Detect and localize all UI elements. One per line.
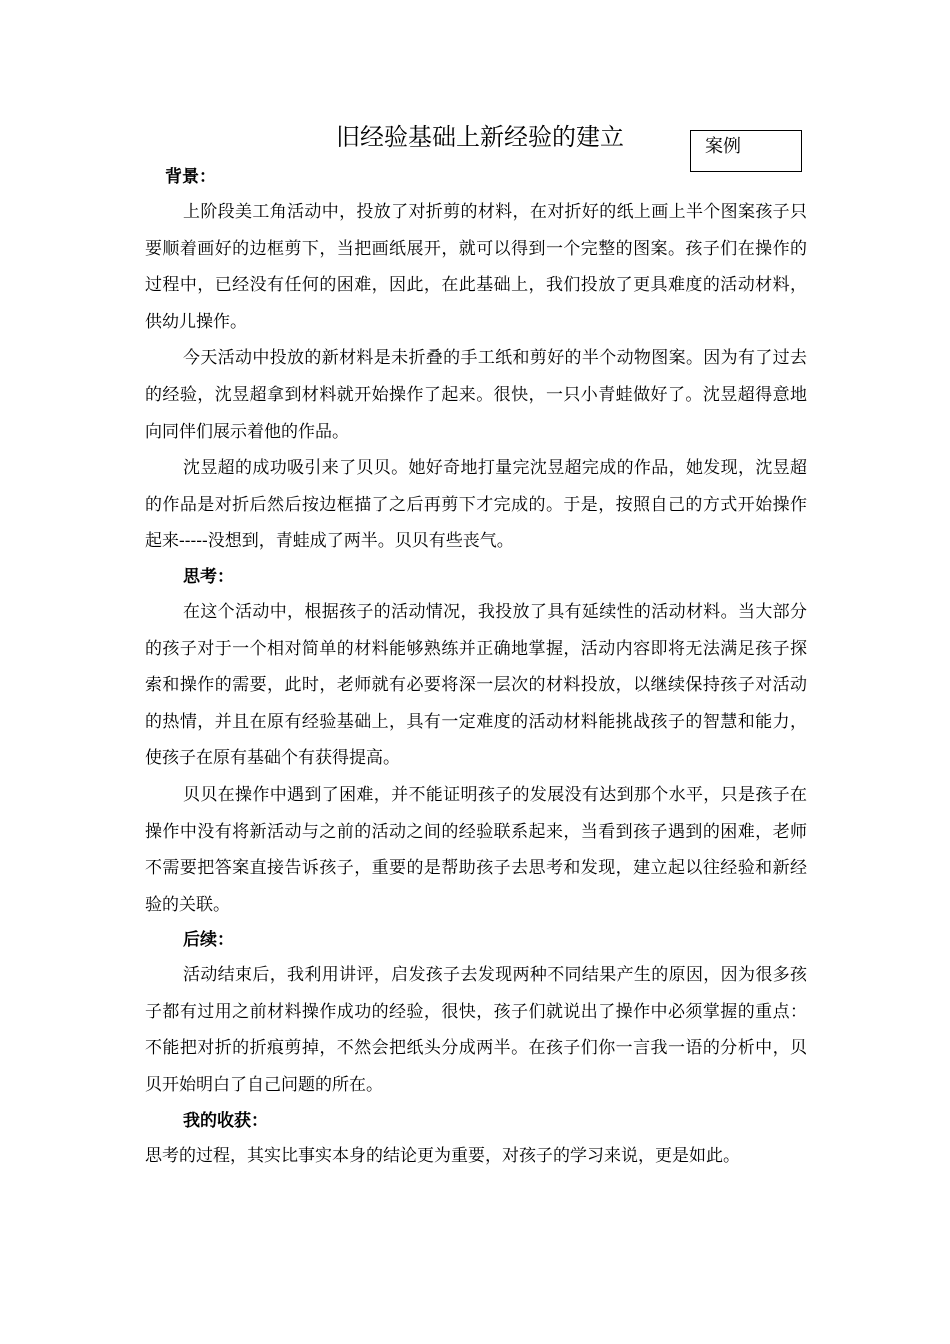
case-label-box: 案例 (690, 130, 802, 172)
section-heading-followup: 后续： (183, 930, 234, 951)
paragraph: 沈昱超的成功吸引来了贝贝。她好奇地打量完沈昱超完成的作品，她发现，沈昱超的作品是对折后然后按边框描了之后再剪下才完成的。于是，按照自己的方式开始操作起来-----没想到，青蛙成了两半。贝贝有些丧气。 (145, 458, 807, 552)
section-heading-gains: 我的收获： (183, 1110, 268, 1131)
document-body (145, 160, 807, 1174)
paragraph: 上阶段美工角活动中，投放了对折剪的材料，在对折好的纸上画上半个图案孩子只要顺着画好的边框剪下，当把画纸展开，就可以得到一个完整的图案。孩子们在操作的过程中，已经没有任何的困难，因此，在此基础上，我们投放了更具难度的活动材料，供幼儿操作。 (145, 202, 807, 332)
paragraph: 在这个活动中，根据孩子的活动情况，我投放了具有延续性的活动材料。当大部分的孩子对于一个相对简单的材料能够熟练并正确地掌握，活动内容即将无法满足孩子探索和操作的需要，此时，老师就有必要将深一层次的材料投放，以继续保持孩子对活动的热情，并且在原有经验基础上，具有一定难度的活动材料能挑战孩子的智慧和能力，使孩子在原有基础个有获得提高。 (145, 601, 807, 769)
paragraph: 活动结束后，我利用讲评，启发孩子去发现两种不同结果产生的原因，因为很多孩子都有过用之前材料操作成功的经验，很快，孩子们就说出了操作中必须掌握的重点：不能把对折的折痕剪掉，不然会把纸头分成两半。在孩子们你一言我一语的分析中，贝贝开始明白了自己问题的所在。 (145, 965, 807, 1096)
section-heading-background: 背景： (165, 167, 216, 187)
paragraph: 今天活动中投放的新材料是未折叠的手工纸和剪好的半个动物图案。因为有了过去的经验，沈昱超拿到材料就开始操作了起来。很快，一只小青蛙做好了。沈昱超得意地向同伴们展示着他的作品。 (145, 348, 807, 442)
paragraph: 思考的过程，其实比事实本身的结论更为重要，对孩子的学习来说，更是如此。 (145, 1145, 740, 1166)
document-title: 旧经验基础上新经验的建立 (336, 123, 624, 151)
paragraph: 贝贝在操作中遇到了困难，并不能证明孩子的发展没有达到那个水平，只是孩子在操作中没有将新活动与之前的活动之间的经验联系起来，当看到孩子遇到的困难，老师不需要把答案直接告诉孩子，重要的是帮助孩子去思考和发现，建立起以往经验和新经验的关联。 (145, 784, 807, 915)
section-heading-thinking: 思考： (183, 566, 234, 587)
